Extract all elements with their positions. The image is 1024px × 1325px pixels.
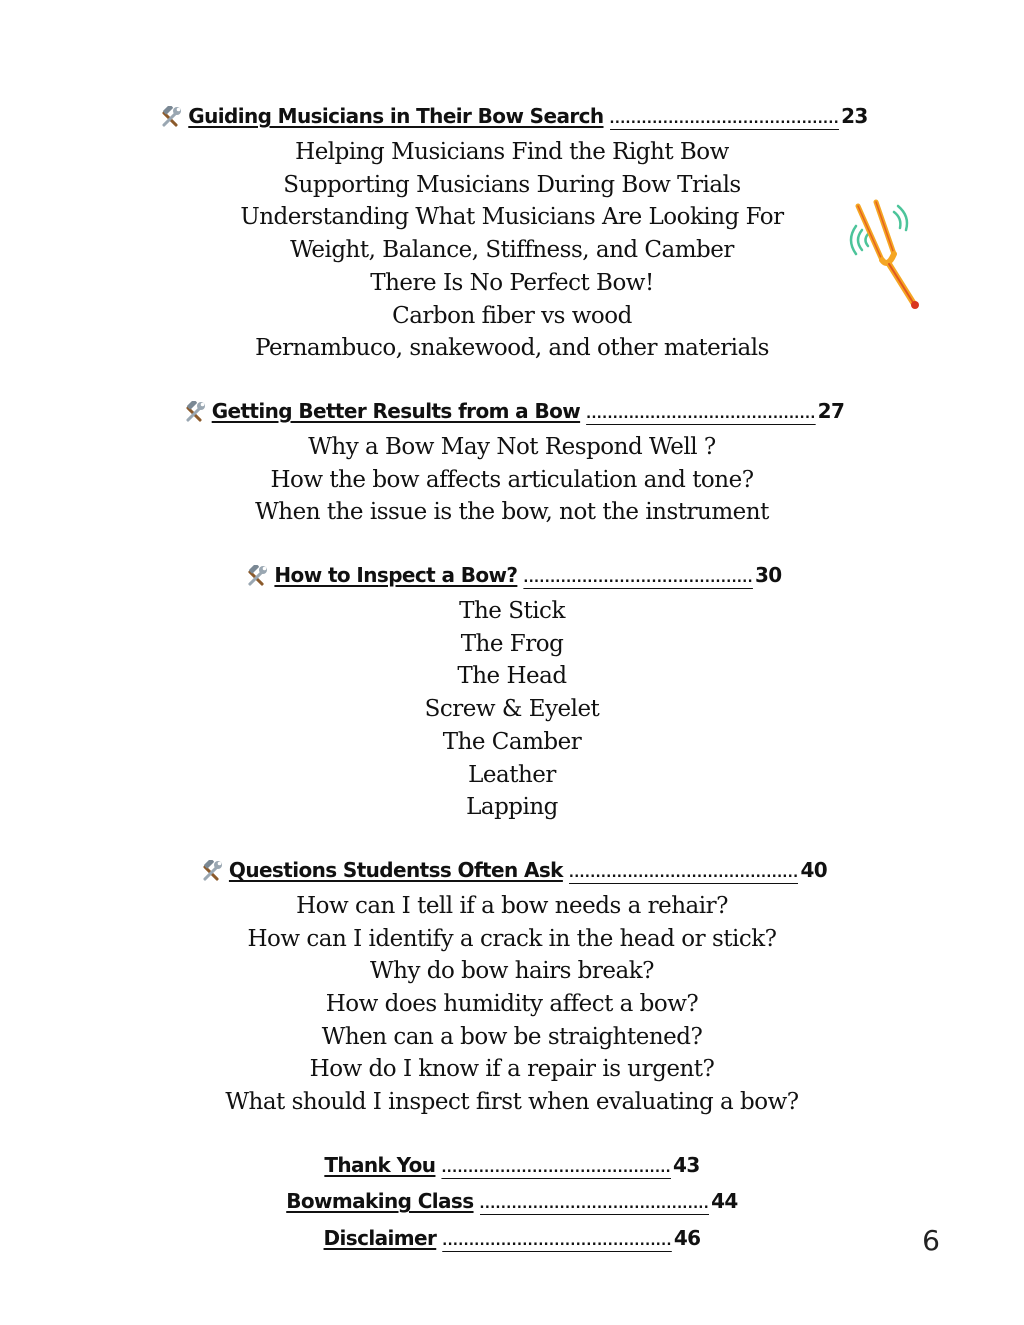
toc-page-number: 23 bbox=[841, 104, 868, 128]
toc-subitem: Why do bow hairs break? bbox=[369, 958, 654, 985]
toc-heading[interactable] bbox=[0, 559, 1024, 595]
toc-end-item-title: Disclaimer bbox=[323, 1225, 437, 1250]
hammer-and-wrench-icon bbox=[156, 106, 184, 130]
toc-subitem: Carbon fiber vs wood bbox=[392, 302, 632, 329]
toc-subitem: Leather bbox=[468, 761, 556, 788]
hammer-and-wrench-icon bbox=[197, 860, 225, 884]
toc-end-item-title: Thank You bbox=[324, 1152, 436, 1177]
toc-subitem: What should I inspect first when evaluating a bow? bbox=[225, 1089, 799, 1116]
toc-heading-title: Guiding Musicians in Their Bow Search bbox=[188, 104, 604, 128]
toc-subitem: How does humidity affect a bow? bbox=[325, 991, 699, 1018]
toc-page-number: 43 bbox=[673, 1152, 700, 1177]
toc-page-number: 27 bbox=[817, 398, 845, 423]
toc-end-item-thank-you[interactable] bbox=[0, 1149, 1024, 1186]
toc-page-number: 40 bbox=[800, 857, 828, 882]
toc-leader-dots: ........................................... bbox=[586, 406, 816, 422]
toc-subitem: When can a bow be straightened? bbox=[321, 1023, 703, 1050]
toc-subitem: How can I identify a crack in the head or stick? bbox=[247, 925, 777, 952]
toc-section bbox=[0, 854, 1024, 1119]
toc-heading-title: How to Inspect a Bow? bbox=[274, 563, 518, 588]
toc-heading-title: Questions Studentss Often Ask bbox=[228, 857, 563, 882]
toc-heading-title: Getting Better Results from a Bow bbox=[211, 398, 581, 423]
toc-subitem: Pernambuco, snakewood, and other materials bbox=[255, 335, 769, 362]
tuning-fork-icon bbox=[842, 198, 926, 312]
toc-leader-dots: ........................................... bbox=[609, 112, 840, 127]
toc-end-items bbox=[0, 1149, 1024, 1259]
toc-subitem: Lapping bbox=[466, 794, 558, 821]
toc-heading[interactable] bbox=[0, 854, 1024, 890]
toc-leader-dots: ........................................... bbox=[523, 571, 753, 587]
toc-page-number: 46 bbox=[673, 1225, 701, 1250]
toc-subitem: The Frog bbox=[460, 630, 564, 657]
toc-heading[interactable] bbox=[0, 100, 1024, 136]
toc-subitem: Screw & Eyelet bbox=[424, 696, 600, 723]
toc-leader-dots: ........................................... bbox=[568, 865, 799, 881]
toc-subitem: The Camber bbox=[442, 728, 582, 755]
toc-leader-dots: ........................................... bbox=[442, 1233, 672, 1249]
hammer-and-wrench-icon bbox=[180, 401, 208, 425]
toc-subitem: Why a Bow May Not Respond Well ? bbox=[308, 433, 716, 460]
toc-page-number: 30 bbox=[754, 563, 782, 588]
toc-section bbox=[0, 559, 1024, 824]
toc-heading[interactable] bbox=[0, 395, 1024, 431]
toc-subitem: Understanding What Musicians Are Looking For bbox=[240, 204, 784, 231]
toc-end-item-bowmaking-class[interactable] bbox=[0, 1185, 1024, 1222]
toc-subitem: When the issue is the bow, not the instrument bbox=[255, 499, 769, 526]
toc-end-item-disclaimer[interactable] bbox=[0, 1222, 1024, 1259]
toc-subitem: The Stick bbox=[459, 598, 565, 625]
toc-page-number: 44 bbox=[711, 1189, 738, 1214]
page-number: 6 bbox=[922, 1224, 940, 1257]
toc-leader-dots: ........................................... bbox=[479, 1197, 710, 1213]
hammer-and-wrench-icon bbox=[242, 565, 270, 589]
toc-end-item-title: Bowmaking Class bbox=[286, 1189, 474, 1214]
toc-subitem: How the bow affects articulation and tone? bbox=[270, 466, 754, 493]
toc-subitem: Weight, Balance, Stiffness, and Camber bbox=[290, 237, 734, 264]
toc-section bbox=[0, 395, 1024, 529]
toc-subitem: The Head bbox=[457, 663, 567, 690]
toc-subitem: Supporting Musicians During Bow Trials bbox=[283, 171, 741, 198]
toc-leader-dots: ........................................... bbox=[441, 1160, 672, 1176]
toc-subitem: How do I know if a repair is urgent? bbox=[309, 1056, 715, 1083]
toc-subitem: Helping Musicians Find the Right Bow bbox=[295, 139, 729, 165]
toc-subitem: How can I tell if a bow needs a rehair? bbox=[296, 892, 728, 919]
toc-subitem: There Is No Perfect Bow! bbox=[370, 269, 654, 296]
